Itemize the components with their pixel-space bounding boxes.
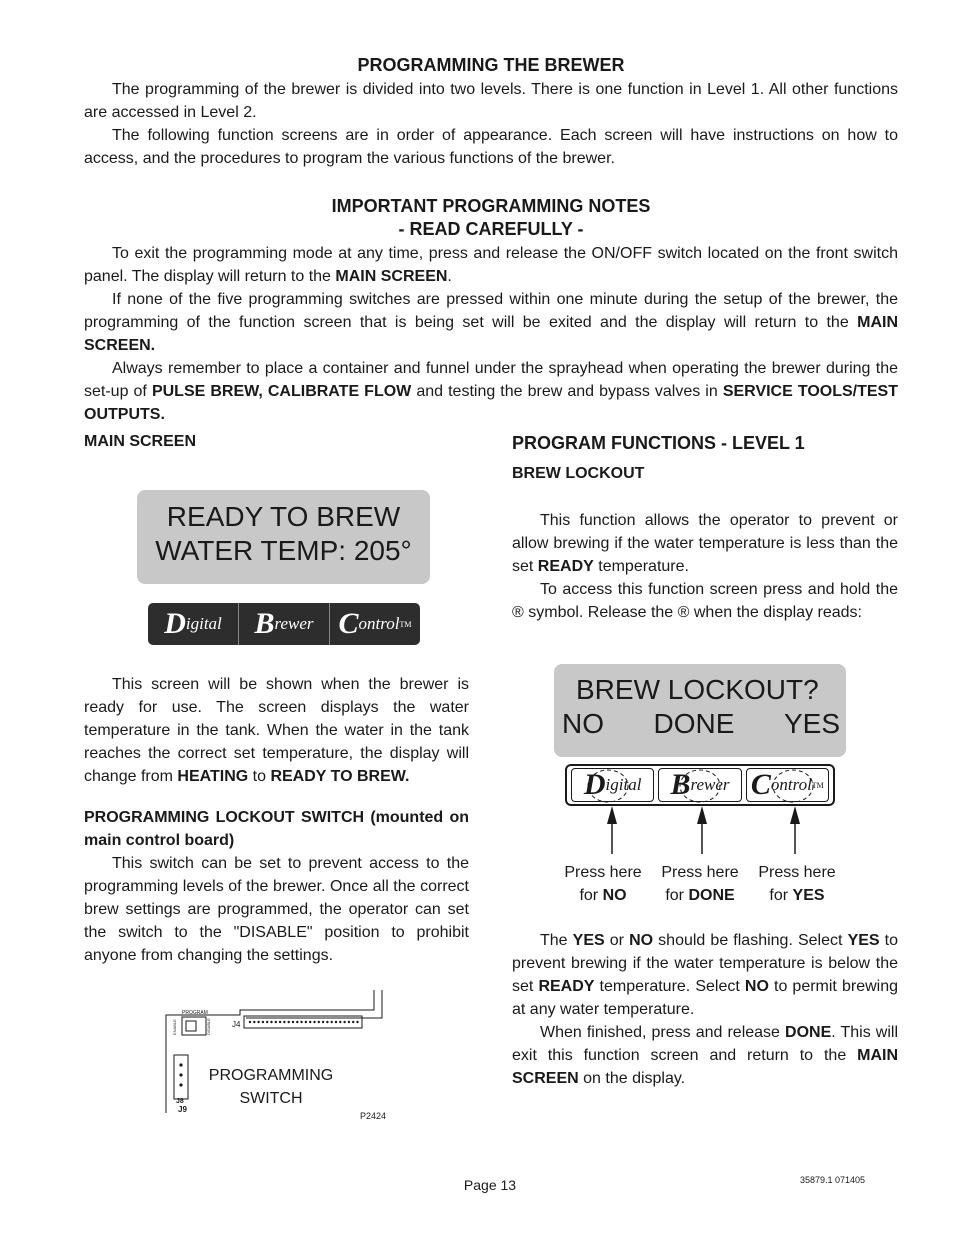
j4-pin: [309, 1021, 311, 1023]
display-done-option: DONE: [653, 708, 735, 739]
press-here-no: Press here for NO: [564, 864, 642, 904]
program-label: PROGRAM: [182, 1010, 208, 1016]
j4-label: J4: [232, 1020, 241, 1029]
j4-pin: [318, 1021, 320, 1023]
main-screen-description: This screen will be shown when the brewer is ready for use. The screen displays the water temperature in the tank. When the water in the tank reaches the correct set temperature, the display will change from HEATING to READY TO BREW.: [84, 676, 469, 785]
j4-pin: [257, 1021, 259, 1023]
display-no-option: NO: [562, 708, 604, 739]
brew-lockout-intro: [512, 509, 898, 624]
j4-pin: [283, 1021, 285, 1023]
j9-connector: [174, 1055, 188, 1099]
logo-digital: D igital: [148, 603, 239, 645]
main-display-line-2: WATER TEMP: 205°: [155, 535, 412, 566]
intro-block: [84, 78, 898, 170]
digital-brewer-control-logo: [148, 603, 420, 645]
intro-paragraph-1: The programming of the brewer is divided into two levels. There is one function in Level 1. All other functions are accessed in Level 2.: [84, 81, 898, 121]
main-display-line-1: READY TO BREW: [166, 501, 401, 532]
brew-lockout-paragraph-3: The YES or NO should be flashing. Select YES to prevent brewing if the water temperature is below the set READY temperature. Select NO to permit brewing at any water temperature.: [512, 932, 899, 1018]
disable-label: DISABLE: [206, 1018, 211, 1035]
switch-no-button[interactable]: D igital: [571, 768, 654, 802]
notes-block: [84, 242, 898, 426]
j4-pin: [296, 1021, 298, 1023]
part-number: P2424: [360, 1111, 387, 1121]
j4-pin: [300, 1021, 302, 1023]
j4-pin: [262, 1021, 264, 1023]
notes-paragraph-1: To exit the programming mode at any time, press and release the ON/OFF switch located on the front switch panel. The display will return to the MAIN SCREEN.: [84, 245, 898, 285]
brew-lockout-display-line-2: [562, 707, 840, 741]
switch-done-button[interactable]: B rewer: [658, 768, 741, 802]
document-code: 35879.1 071405: [800, 1175, 866, 1185]
j8-label: J8: [176, 1098, 184, 1105]
notes-paragraph-3: Always remember to place a container and funnel under the sprayhead when operating the brewer during the set-up of PULSE BREW, CALIBRATE FLOW and testing the brew and bypass valves in SERVICE TOOLS/TEST OUTPUTS.: [84, 360, 899, 423]
enable-label: ENABLE: [172, 1019, 177, 1035]
j4-pin: [275, 1021, 277, 1023]
press-here-done: Press here for DONE: [661, 864, 739, 904]
j4-pin: [343, 1021, 345, 1023]
notes-heading-line-1: IMPORTANT PROGRAMMING NOTES: [331, 196, 651, 216]
main-screen-label: MAIN SCREEN: [84, 433, 197, 450]
logo-brewer: B rewer: [239, 603, 330, 645]
page-number: Page 13: [463, 1177, 517, 1193]
arrow-no-head: [607, 806, 617, 824]
yes-switch-highlight: [773, 770, 813, 802]
j4-pin: [305, 1021, 307, 1023]
j4-pin: [352, 1021, 354, 1023]
lockout-switch-description: This switch can be set to prevent access to the programming levels of the brewer. Once all the correct brew settings are programmed, the operator can set the switch to the "DISABLE" position to prohibit anyone from changing the settings.: [84, 855, 469, 964]
j4-pin: [292, 1021, 294, 1023]
done-switch-highlight: [680, 770, 720, 802]
press-here-yes: Press here for YES: [758, 864, 836, 904]
j4-pins: [249, 1021, 359, 1023]
logo-control: C ontrol TM: [338, 607, 412, 640]
main-screen-display: [137, 490, 430, 584]
brew-lockout-paragraph-2: To access this function screen press and hold the ® symbol. Release the ® when the display reads:: [512, 581, 898, 621]
program-switch-toggle: [186, 1021, 196, 1031]
j4-pin: [253, 1021, 255, 1023]
lockout-switch-section: [84, 806, 469, 967]
section-heading-programming: PROGRAMMING THE BREWER: [357, 55, 625, 75]
arrow-yes-head: [790, 806, 800, 824]
switch-pointer-arrows: [565, 764, 835, 856]
brew-lockout-paragraph-1: This function allows the operator to prevent or allow brewing if the water temperature is less than the set READY temperature.: [512, 512, 898, 575]
no-switch-highlight: [588, 770, 628, 802]
notes-heading-line-2: - READ CAREFULLY -: [398, 219, 584, 239]
j4-pin: [326, 1021, 328, 1023]
level1-heading: PROGRAM FUNCTIONS - LEVEL 1: [512, 433, 805, 453]
j9-pin: [179, 1063, 182, 1066]
j9-pin: [179, 1083, 182, 1086]
display-yes-option: YES: [783, 708, 840, 739]
j4-pin: [356, 1021, 358, 1023]
j4-pin: [266, 1021, 268, 1023]
intro-paragraph-2: The following function screens are in order of appearance. Each screen will have instructions on how to access, and the procedures to program the various functions of the brewer.: [84, 127, 898, 167]
j9-label: J9: [178, 1105, 187, 1114]
brew-lockout-instructions: [512, 929, 898, 1090]
brew-lockout-display-line-1: BREW LOCKOUT?: [576, 674, 819, 705]
brew-lockout-display: [554, 664, 846, 757]
j4-pin: [348, 1021, 350, 1023]
j4-pin: [279, 1021, 281, 1023]
j4-pin: [270, 1021, 272, 1023]
j4-pin: [331, 1021, 333, 1023]
j4-pin: [313, 1021, 315, 1023]
j4-pin: [288, 1021, 290, 1023]
notes-heading: [84, 195, 898, 241]
j4-pin: [249, 1021, 251, 1023]
programming-switch-caption: PROGRAMMING SWITCH: [208, 1067, 334, 1107]
lockout-switch-heading: PROGRAMMING LOCKOUT SWITCH (mounted on main control board): [84, 809, 469, 849]
j4-pin: [335, 1021, 337, 1023]
switch-yes-button[interactable]: C ontrol TM: [746, 768, 829, 802]
notes-paragraph-2: If none of the five programming switches are pressed within one minute during the setup of the brewer, the programming of the function screen that is being set will be exited and the display will return to the MAIN SCREEN.: [84, 291, 898, 354]
board-edge: [246, 990, 382, 1018]
j4-pin: [339, 1021, 341, 1023]
brew-lockout-paragraph-4: When finished, press and release DONE. This will exit this function screen and return to the MAIN SCREEN on the display.: [512, 1024, 898, 1087]
arrow-done-head: [697, 806, 707, 824]
j9-pin: [179, 1073, 182, 1076]
brew-lockout-heading: BREW LOCKOUT: [512, 465, 645, 482]
j4-pin: [322, 1021, 324, 1023]
